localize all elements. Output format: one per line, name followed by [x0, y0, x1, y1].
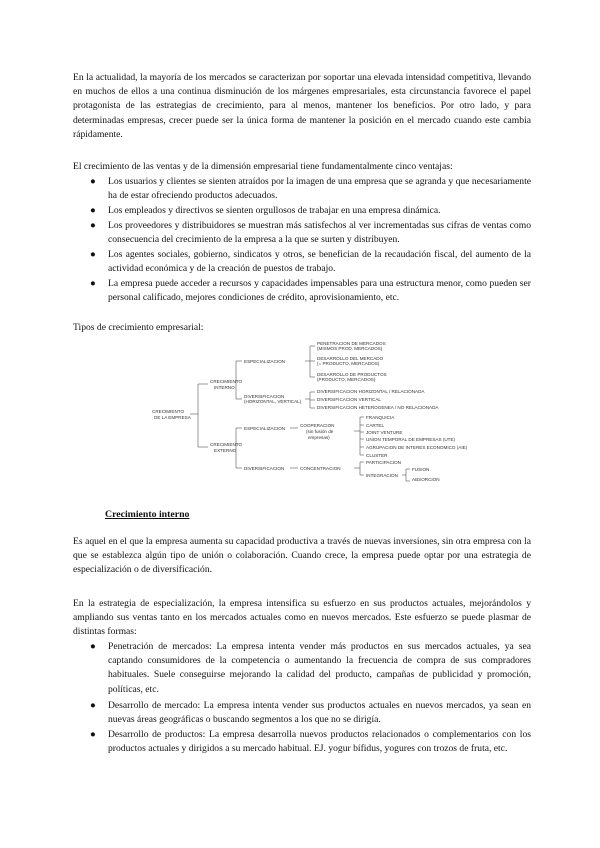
diagram-cooperacion-sub: (sin fusión de: [306, 429, 334, 434]
diagram-leaf: AGRUPACION DE INTERES ECONOMICO (AIE): [366, 445, 468, 450]
diagram-leaf: CARTEL: [366, 423, 385, 428]
diagram-leaf: FRANQUICIA: [366, 415, 395, 420]
diagram-root: CRECIMIENTO: [152, 409, 185, 414]
diagram-leaf: DESARROLLO DE PRODUCTOS: [317, 372, 387, 377]
intro-paragraph: En la actualidad, la mayoría de los mercados se caracterizan por soportar una elevada intensidad competitiva, llevando en muchos de ellos a una continua disminución de los márgenes empresariales, esta circunstancia favorece el papel protagonista de las estrategias de crecimiento, para al menos, mantener los beneficios. Por otro lado, y para determinadas empresas, crecer puede ser la única forma de mantener la posición en el mercado cuando este cambia rápidamente.: [73, 72, 531, 140]
interno-paragraph-2: En la estrategia de especialización, la empresa intensifica su esfuerzo en sus productos actuales, mejorándolos y ampliando sus ventas tanto en los mercados actuales como en nuevos mercados. Este esfuerzo se puede plasmar de distintas formas:: [73, 598, 531, 638]
diagram-leaf: JOINT VENTURE: [366, 430, 403, 435]
diagram-leaf: ABSORCION: [412, 477, 440, 482]
interno-paragraph-1: Es aquel en el que la empresa aumenta su capacidad productiva a través de nuevas inversiones, sin otra empresa con la que se establezca algún tipo de unión o colaboración. Cuando crece, la empresa puede optar por una estrategia de especialización o de diversificación.: [73, 536, 531, 576]
bullet-icon: ●: [90, 700, 96, 711]
diagram-leaf: (MISMOS PROD. MERCADOS): [317, 346, 383, 351]
diagram-leaf: PARTICIPACION: [366, 460, 401, 465]
diagram-concentracion: CONCENTRACION: [300, 466, 341, 471]
diagram-leaf: DIVERSIFICACION HETEROGENEA / NO RELACIONADA: [317, 405, 439, 410]
diagram-externo-sub: EXTERNO: [214, 448, 237, 453]
diagram-cooperacion-sub: empresas): [308, 435, 330, 440]
diagram-leaf: UNION TEMPORAL DE EMPRESAS (UTE): [366, 437, 456, 442]
diagram-leaf: (= PRODUCTO, MERCADOS): [317, 361, 380, 366]
diagram-interno-sub: INTERNO: [214, 385, 235, 390]
diagram-diversificacion-sub: (HORIZONTAL, VERTICAL): [244, 399, 302, 404]
diagram-ext-especializacion: ESPECIALIZACION: [244, 426, 286, 431]
diagram-interno: CRECIMIENTO: [210, 379, 243, 384]
bullet-icon: ●: [90, 249, 96, 260]
bullet-icon: ●: [90, 729, 96, 740]
section-heading: Crecimiento interno: [105, 509, 190, 520]
diagram-leaf: FUSION: [412, 467, 430, 472]
bullet-icon: ●: [90, 220, 96, 231]
diagram-cooperacion: COOPERACION: [300, 423, 335, 428]
tipos-label: Tipos de crecimiento empresarial:: [73, 322, 204, 333]
diagram-leaf: DESARROLLO DEL MERCADO: [317, 356, 384, 361]
growth-types-diagram: [150, 342, 480, 482]
diagram-leaf: PENETRACION DE MERCADOS: [317, 342, 386, 346]
bullet-icon: ●: [90, 641, 96, 652]
ventajas-intro: El crecimiento de las ventas y de la dimensión empresarial tiene fundamentalmente cinco ventajas:: [73, 161, 453, 172]
bullet-icon: ●: [90, 205, 96, 216]
diagram-leaf: DIVERSIFICACION HORIZONTAL / RELACIONADA: [317, 389, 425, 394]
diagram-root-sub: DE LA EMPRESA: [154, 415, 191, 420]
diagram-especializacion: ESPECIALIZACION: [244, 359, 286, 364]
diagram-externo: CRECIMIENTO: [210, 442, 243, 447]
diagram-leaf: CLUSTER: [366, 453, 388, 458]
document-page: En la actualidad, la mayoría de los mercados se caracterizan por soportar una elevada intensidad competitiva, llevando en muchos de ellos a una continua disminución de los márgenes empresariales, esta circunstancia favorece el papel protagonista de las estrategias de crecimiento, para al menos, mantener los beneficios. Por otro lado, y para determinadas empresas, crecer puede ser la única forma de mantener la posición en el mercado cuando este cambia rápidamente. El crecimiento de las ventas y de la dimensión empresarial tiene fundamentalmente cinco ventajas: ● Los usuarios y clientes se sienten atraídos por la imagen de una empresa que se agranda y que necesariamente ha de estar ofreciendo productos adecuados. ● Los empleados y directivos se sienten orgullosos de trabajar en una empresa dinámica. ● Los proveedores y distribuidores se muestran más satisfechos al ver incrementadas sus cifras de ventas como consecuencia del crecimiento de la empresa a la que se surten y distribuyen. ● Los agentes sociales, gobierno, sindicatos y otros, se benefician de la recaudación fiscal, del aumento de la actividad económica y de la creación de puestos de trabajo. ● La empresa puede acceder a recursos y capacidades impensables para una estructura menor, como pueden ser personal calificado, mejores condiciones de crédito, aprovisionamiento, etc. Tipos de crecimiento empresarial: CRECIMIENTO DE LA EMPRESA CRECIMIENTO INTERNO CRECIMIENTO EXTERNO ESPECIALIZACION DIVERSIFICACION (HORIZONTAL, VERTICAL) PENETRACION DE MERCADOS (MISMOS PROD. MERCADOS) DESARROLLO DEL MERCADO (= PRODUCTO, MERCADOS) DESARROLLO DE PRODUCTOS (PRODUCTO, MERCADOS) DIVERSIFICACION HORIZONTAL / RELACIONADA DIVERSIFICACION VERTICAL DIVERSIFICACION HETEROGENEA / NO RELACIONADA ESPECIALIZACION DIVERSIFICACION COOPERACION (sin fusión de empresas) CONCENTRACION FRANQUICIA CARTEL JOINT VENTURE UNION TEMPORAL DE EMPRESAS (UTE) AGRUPACION DE INTERES ECONOMICO (AIE) CLUSTER PARTICIPACION INTEGRACION FUSION ABSORCION Crecimiento interno Es aquel en el que la empresa aumenta su capacidad productiva a través de nuevas inversiones, sin otra empresa con la que se establezca algún tipo de unión o colaboración. Cuando crece, la empresa puede optar por una estrategia de especialización o de diversificación. En la estrategia de especialización, la empresa intensifica su esfuerzo en sus productos actuales, mejorándolos y ampliando sus ventas tanto en los mercados actuales como en nuevos mercados. Este esfuerzo se puede plasmar de distintas formas: ● Penetración de mercados: La empresa intenta vender más productos en sus mercados actuales, ya sea captando consumidores de la competencia o aumentando la frecuencia de compra de sus compradores habituales. Suele conseguirse mejorando la calidad del producto, campañas de publicidad y promoción, políticas, etc. ● Desarrollo de mercado: La empresa intenta vender sus productos actuales en nuevos mercados, ya sean en nuevas áreas geográficas o buscando segmentos a los que no se dirigía. ● Desarrollo de productos: La empresa desarrolla nuevos productos relacionados o complementarios con los productos actuales y dirigidos a su mercado habitual. EJ. yogur bífidus, yogures con trozos de fruta, etc.: [73, 72, 531, 755]
diagram-leaf: (PRODUCTO, MERCADOS): [317, 377, 376, 382]
diagram-leaf: INTEGRACION: [366, 473, 398, 478]
bullet-icon: ●: [90, 278, 96, 289]
diagram-diversificacion: DIVERSIFICACION: [244, 394, 285, 399]
diagram-leaf: DIVERSIFICACION VERTICAL: [317, 397, 381, 402]
diagram-ext-diversificacion: DIVERSIFICACION: [244, 466, 285, 471]
bullet-icon: ●: [90, 176, 96, 187]
